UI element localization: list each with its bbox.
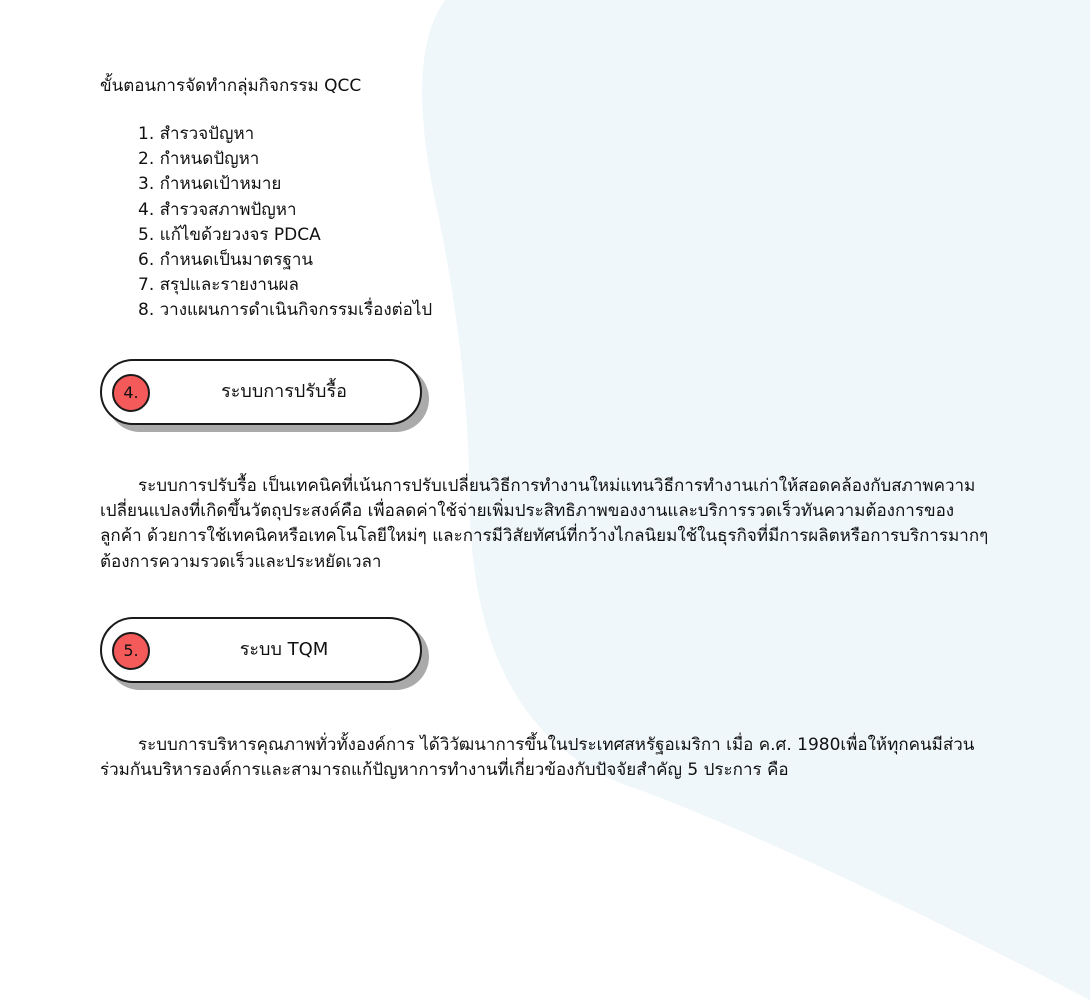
- list-item: 6. กำหนดเป็นมาตรฐาน: [138, 250, 314, 271]
- section-number-badge: 4.: [112, 374, 150, 412]
- section-heading-reengineering: [100, 359, 422, 425]
- section-heading-tqm: [100, 617, 422, 683]
- section-paragraph-tqm: ระบบการบริหารคุณภาพทั่วทั้งองค์การ ได้วิวัฒนาการขึ้นในประเทศสหรัฐอเมริกา เมื่อ ค.ศ. 1980เพื่อให้ทุกคนมีส่วนร่วมกันบริหารองค์การและสามารถแก้ปัญหาการทำงานที่เกี่ยวข้องกับปัจจัยสำคัญ 5 ประการ คือ: [100, 735, 975, 781]
- section-title: ระบบ TQM: [239, 639, 329, 660]
- list-item: 8. วางแผนการดำเนินกิจกรรมเรื่องต่อไป: [138, 300, 433, 321]
- list-item: 5. แก้ไขด้วยวงจร PDCA: [138, 224, 321, 245]
- section-title: ระบบการปรับรื้อ: [221, 381, 347, 402]
- section-paragraph-reengineering: ระบบการปรับรื้อ เป็นเทคนิคที่เน้นการปรับเปลี่ยนวิธีการทำงานใหม่แทนวิธีการทำงานเก่าให้สอดคล้องกับสภาพความเปลี่ยนแปลงที่เกิดขึ้นวัตถุประสงค์คือ เพื่อลดค่าใช้จ่ายเพิ่มประสิทธิภาพของงานและบริการรวดเร็วทันความต้องการของลูกค้า ด้วยการใช้เทคนิคหรือเทคโนโลยีใหม่ๆ และการมีวิสัยทัศน์ที่กว้างไกลนิยมใช้ในธุรกิจที่มีการผลิตหรือการบริการมากๆ ต้องการความรวดเร็วและประหยัดเวลา: [100, 476, 989, 572]
- list-item: 4. สำรวจสภาพปัญหา: [138, 199, 297, 220]
- list-item: 3. กำหนดเป้าหมาย: [138, 174, 282, 195]
- list-item: 2. กำหนดปัญหา: [138, 149, 260, 170]
- section-number-badge: 5.: [112, 632, 150, 670]
- list-item: 1. สำรวจปัญหา: [138, 124, 255, 144]
- qcc-steps-heading: ขั้นตอนการจัดทำกลุ่มกิจกรรม QCC: [100, 76, 362, 96]
- qcc-steps-list: [138, 122, 432, 324]
- list-item: 7. สรุปและรายงานผล: [138, 275, 299, 296]
